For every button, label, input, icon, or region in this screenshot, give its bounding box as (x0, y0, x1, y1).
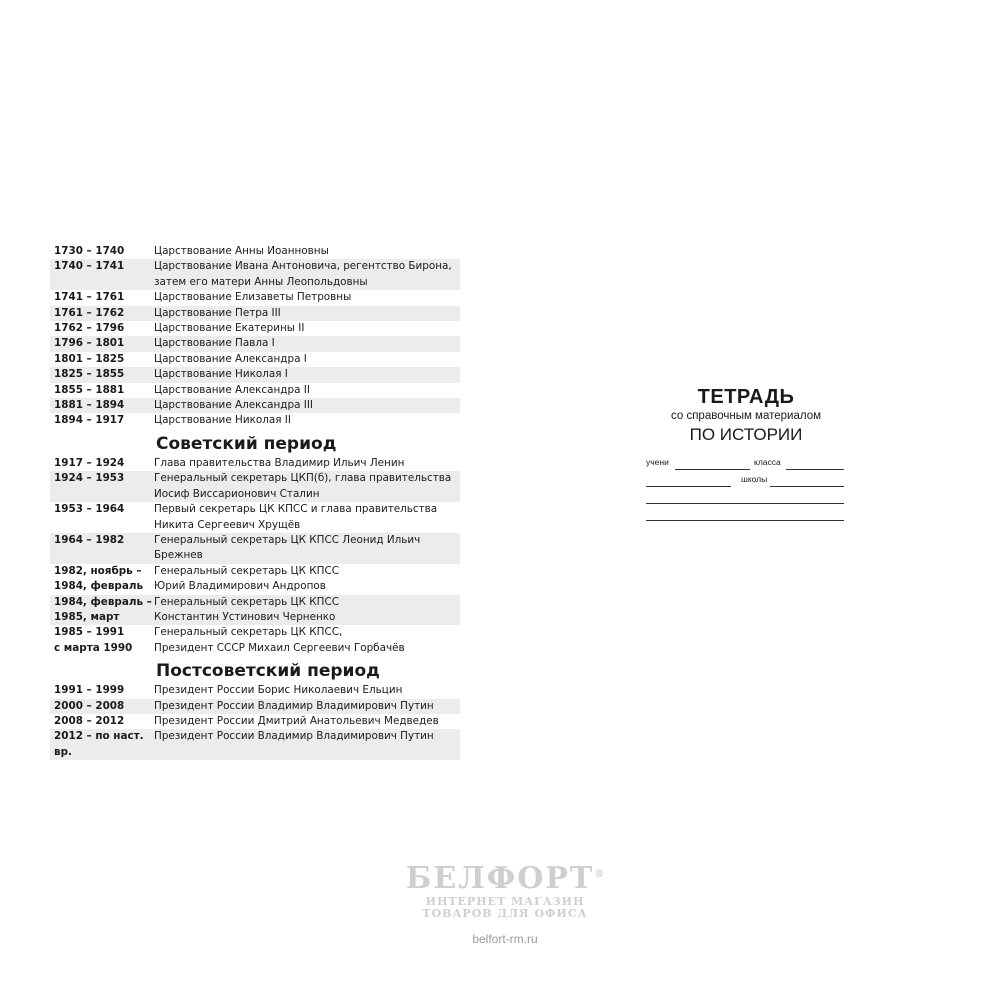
notebook-cover (640, 386, 852, 525)
years-cell: 2012 – по наст. вр. (54, 730, 144, 758)
years-cell: 1985 – 1991 с марта 1990 (54, 626, 133, 654)
table-row (50, 336, 460, 351)
cover-title: ТЕТРАДЬ (697, 386, 795, 408)
event-cell: Генеральный секретарь ЦКП(б), глава правительства Иосиф Виссарионович Сталин (154, 472, 452, 500)
logo-name: БЕЛФОРТ (405, 861, 595, 896)
years-cell: 1953 – 1964 (54, 503, 125, 516)
years-cell: 1881 – 1894 (54, 399, 125, 412)
table-row (50, 244, 460, 259)
event-cell: Генеральный секретарь ЦК КПСС Юрий Владимирович Андропов (154, 564, 339, 593)
name-fill-lines (640, 455, 852, 525)
event-cell: Глава правительства Владимир Ильич Ленин (154, 456, 405, 469)
table-row (50, 683, 460, 698)
table-row (50, 398, 460, 413)
soviet-leaders-list (50, 456, 460, 656)
years-cell: 1740 – 1741 (54, 260, 125, 273)
years-cell: 1964 – 1982 (54, 533, 125, 546)
event-cell: Генеральный секретарь ЦК КПСС Леонид Ильич Брежнев (154, 533, 421, 562)
event-cell: Президент России Владимир Владимирович Путин (154, 699, 434, 712)
student-label: учени (646, 457, 669, 467)
tsars-list (50, 244, 460, 429)
blank-line-2[interactable] (646, 520, 844, 521)
event-cell: Царствование Николая I (154, 368, 288, 381)
table-row (50, 625, 460, 656)
table-row (50, 352, 460, 367)
cover-subtitle: со справочным материалом (670, 410, 821, 422)
event-cell: Царствование Александра II (154, 383, 310, 396)
event-cell: Царствование Павла I (154, 337, 275, 350)
table-row (50, 699, 460, 714)
event-cell: Царствование Петра III (154, 306, 281, 319)
years-cell: 2008 – 2012 (54, 714, 125, 727)
years-cell: 1730 – 1740 (54, 245, 125, 257)
student-line[interactable] (675, 469, 750, 470)
event-cell: Генеральный секретарь ЦК КПСС, Президент СССР Михаил Сергеевич Горбачёв (154, 626, 405, 654)
table-row (50, 502, 460, 533)
logo-tagline-2: ТОВАРОВ ДЛЯ ОФИСА (422, 907, 588, 920)
years-cell: 1982, ноябрь – 1984, февраль (54, 564, 144, 593)
years-cell: 1761 – 1762 (54, 306, 125, 319)
years-cell: 1984, февраль – 1985, март (54, 595, 152, 623)
table-row (50, 367, 460, 382)
soviet-period-heading: Советский период (156, 433, 337, 454)
class-line[interactable] (786, 469, 844, 470)
table-row (50, 729, 460, 760)
post-soviet-period-heading: Постсоветский период (156, 661, 380, 682)
history-reference-table (50, 244, 460, 760)
years-cell: 1762 – 1796 (54, 322, 125, 335)
event-cell: Царствование Елизаветы Петровны (154, 291, 352, 304)
school-line-left[interactable] (646, 486, 731, 487)
table-row (50, 321, 460, 336)
years-cell: 2000 – 2008 (54, 699, 125, 712)
event-cell: Царствование Николая II (154, 414, 291, 427)
blank-line-1[interactable] (646, 503, 844, 504)
years-cell: 1917 – 1924 (54, 456, 125, 469)
table-row (50, 290, 460, 305)
years-cell: 1801 – 1825 (54, 352, 125, 365)
years-cell: 1894 – 1917 (54, 414, 125, 427)
table-row (50, 595, 460, 626)
table-row (50, 383, 460, 398)
watermark-logo (400, 858, 610, 946)
years-cell: 1991 – 1999 (54, 684, 125, 697)
years-cell: 1825 – 1855 (54, 368, 125, 381)
table-row (50, 714, 460, 729)
event-cell: Генеральный секретарь ЦК КПСС Константин Устинович Черненко (154, 595, 339, 623)
school-line-right[interactable] (770, 486, 844, 487)
table-row (50, 564, 460, 595)
table-row (50, 259, 460, 290)
event-cell: Царствование Александра III (154, 399, 313, 412)
table-row (50, 471, 460, 502)
table-row (50, 413, 460, 428)
event-cell: Царствование Ивана Антоновича, регентство Бирона, затем его матери Анны Леопольдовны (154, 260, 452, 288)
event-cell: Царствование Александра I (154, 352, 307, 365)
event-cell: Царствование Екатерины II (154, 322, 305, 335)
logo-tagline-1: ИНТЕРНЕТ МАГАЗИН (425, 895, 585, 908)
years-cell: 1741 – 1761 (54, 291, 125, 304)
event-cell: Президент России Борис Николаевич Ельцин (154, 684, 403, 697)
school-label: школы (741, 474, 768, 484)
event-cell: Президент России Дмитрий Анатольевич Медведев (154, 714, 439, 727)
event-cell: Первый секретарь ЦК КПСС и глава правительства Никита Сергеевич Хрущёв (154, 503, 438, 531)
years-cell: 1796 – 1801 (54, 337, 125, 350)
table-row (50, 306, 460, 321)
post-soviet-leaders-list (50, 683, 460, 760)
event-cell: Царствование Анны Иоанновны (154, 245, 329, 257)
years-cell: 1924 – 1953 (54, 472, 125, 485)
table-row (50, 456, 460, 471)
cover-subject: ПО ИСТОРИИ (689, 425, 803, 444)
table-row (50, 533, 460, 564)
event-cell: Президент России Владимир Владимирович Путин (154, 730, 434, 743)
class-label: класса (754, 457, 781, 467)
years-cell: 1855 – 1881 (54, 383, 125, 396)
logo-url: belfort-rm.ru (472, 932, 538, 946)
registered-mark: ® (594, 869, 605, 880)
